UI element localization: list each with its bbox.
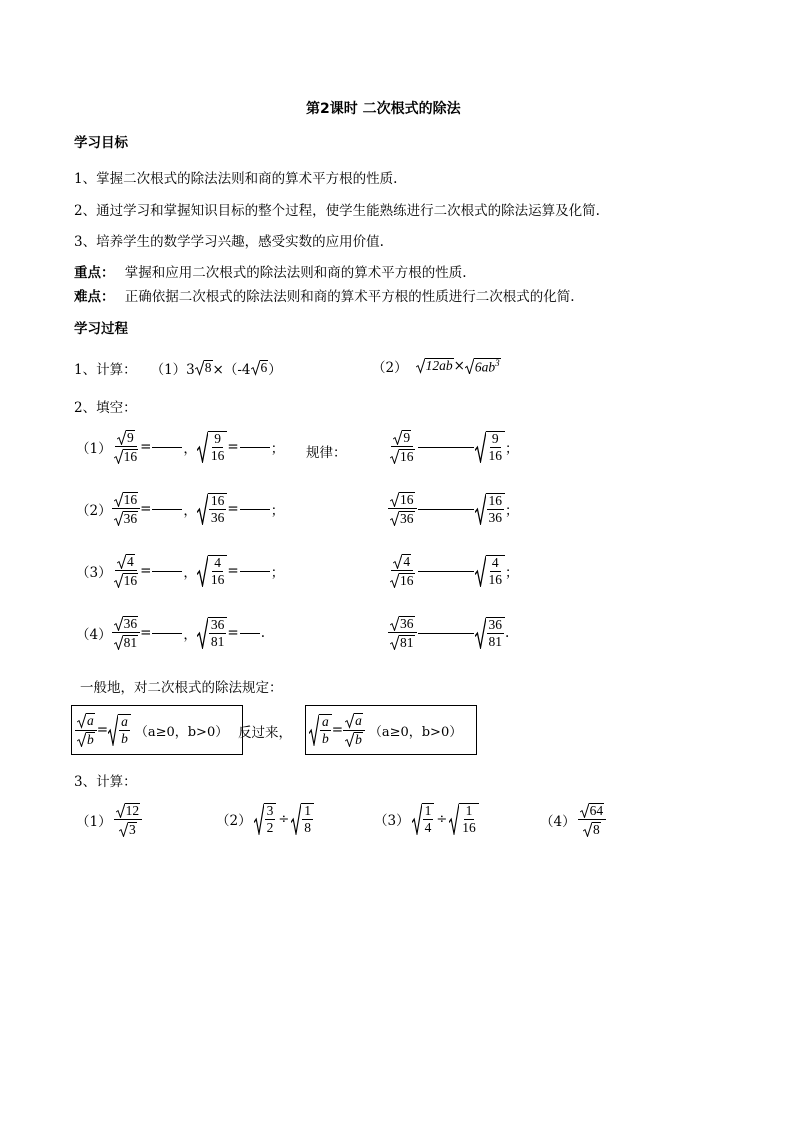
rule-condition: （a≥0，b>0） [134,724,229,740]
answer-line[interactable] [418,570,474,572]
comma: ， [183,626,197,643]
row-end: ； [505,440,519,457]
fraction-sqrt12-over-sqrt3: $\frac{12}{3}$ [114,803,143,837]
objective-2: 2、通过学习和掌握知识目标的整个过程，使学生能熟练进行二次根式的除法运算及化简. [74,203,600,219]
key-label: 重点： [74,265,115,281]
comma: ， [183,502,197,519]
row-end: ； [270,502,285,519]
sqrt-6: 6 [251,360,269,375]
row-end: ； [270,440,285,457]
divide-sign: ÷ [278,811,290,827]
q2-row-4 [76,616,265,650]
q2-pattern-row-2 [388,492,519,526]
sqrt-of-fraction: $\frac{16}{36}$ [475,493,506,525]
sqrt-3-over-2: $\frac{3}{2}$ [254,803,277,835]
fraction-sqrt-over-sqrt: $\frac{4}{16}$ [388,554,417,588]
q2-row-label: （1） [76,440,112,457]
rule-label: 规律： [306,445,347,461]
answer-blank[interactable] [152,570,182,572]
answer-blank[interactable] [240,446,270,448]
equals-sign: = [140,562,152,579]
sqrt-6ab3: $6ab^3$ [465,358,501,375]
q3-label: 3、计算： [74,774,137,790]
q2-row-label: （4） [76,626,112,643]
fraction-sqrt64-over-sqrt8: $\frac{64}{8}$ [578,803,607,837]
equals-sign: = [140,438,152,455]
comma: ， [183,564,197,581]
divide-sign: ÷ [436,811,448,827]
q3-part2-label: （2） [216,813,252,830]
fraction-sqrt-over-sqrt: $\frac{9}{16}$ [112,430,141,464]
difficulty-label: 难点： [74,289,115,305]
answer-blank[interactable] [240,570,270,572]
reverse-rule-box [305,705,477,755]
sqrt-a-over-b: $\frac{a}{b}$ [108,714,131,746]
sqrt-of-fraction: $\frac{9}{16}$ [475,431,506,463]
sqrt-8: 8 [195,360,213,375]
sqrt-of-fraction: $\frac{16}{36}$ [197,493,228,525]
equals-sign: = [227,562,239,579]
row-end: . [505,624,510,641]
row-end: ； [505,564,519,581]
q3-part4-label: （4） [540,813,576,830]
sqrt-of-fraction: $\frac{36}{81}$ [475,617,506,649]
fraction-sqrt-over-sqrt: $\frac{4}{16}$ [112,554,141,588]
fraction-sqrt-over-sqrt: $\frac{9}{16}$ [388,430,417,464]
sqrt-1-over-4: $\frac{1}{4}$ [412,803,435,835]
q1-label: 1、计算： [74,362,137,378]
fraction-sqrt-a-over-sqrt-b: $\frac{a}{b}$ [75,713,97,747]
answer-blank[interactable] [152,632,182,634]
sqrt-1-over-8: $\frac{1}{8}$ [291,803,314,835]
equals-sign: = [331,722,344,738]
q3-part-4 [540,803,606,837]
sqrt-of-fraction: $\frac{4}{16}$ [475,555,506,587]
answer-line[interactable] [418,632,474,634]
answer-blank[interactable] [152,508,182,510]
equals-sign: = [140,500,152,517]
process-heading: 学习过程 [74,321,128,337]
q2-pattern-row-3 [388,554,519,588]
sqrt-of-fraction: $\frac{4}{16}$ [197,555,228,587]
times-sign: × [453,358,465,374]
answer-line[interactable] [418,446,474,448]
sqrt-of-fraction: $\frac{9}{16}$ [197,431,228,463]
answer-blank[interactable] [240,632,260,634]
q3-part-1 [76,803,142,837]
fraction-sqrt-over-sqrt: $\frac{16}{36}$ [388,492,417,526]
q1-part2-label: （2） [372,360,408,376]
question-1 [74,358,282,378]
fraction-sqrt-over-sqrt: $\frac{16}{36}$ [112,492,141,526]
equals-sign: = [227,500,239,517]
difficulty-text: 正确依据二次根式的除法法则和商的算术平方根的性质进行二次根式的化简. [124,289,575,305]
q3-part-3 [374,803,479,835]
q2-row-2 [76,492,284,526]
q3-part-2 [216,803,314,835]
q2-pattern-row-1 [388,430,519,464]
reverse-label: 反过来， [238,725,292,741]
objective-1: 1、掌握二次根式的除法法则和商的算术平方根的性质. [74,171,398,187]
difficulty-point [74,285,575,305]
equals-sign: = [227,438,239,455]
fraction-sqrt-a-over-sqrt-b: $\frac{a}{b}$ [343,713,365,747]
objectives-heading: 学习目标 [74,135,128,151]
objective-3: 3、培养学生的数学学习兴趣，感受实数的应用价值. [74,234,384,250]
rule-intro: 一般地，对二次根式的除法规定： [80,680,283,696]
sqrt-1-over-16: $\frac{1}{16}$ [449,803,479,835]
q1-part1-end: ） [268,362,282,378]
row-end: . [260,624,266,641]
q1-part1-mid: ×（-4 [212,362,251,378]
row-end: ； [270,564,285,581]
sqrt-of-fraction: $\frac{36}{81}$ [197,617,228,649]
comma: ， [183,440,197,457]
question-1-part-2 [372,356,501,376]
rule-condition: （a≥0，b>0） [368,724,463,740]
fraction-sqrt-over-sqrt: $\frac{36}{81}$ [112,616,141,650]
q1-part1-label: （1）3 [150,362,195,378]
fraction-sqrt-over-sqrt: $\frac{36}{81}$ [388,616,417,650]
page-title: 第2课时 二次根式的除法 [306,101,461,117]
q2-row-3 [76,554,284,588]
sqrt-12ab: 12ab [416,358,454,373]
q2-row-1 [76,430,284,464]
division-rule-box [71,705,243,755]
q2-pattern-row-4 [388,616,509,650]
q2-row-label: （2） [76,502,112,519]
sqrt-a-over-b: $\frac{a}{b}$ [309,714,332,746]
q2-row-label: （3） [76,564,112,581]
q3-part1-label: （1） [76,813,112,830]
key-point [74,261,467,281]
q3-part3-label: （3） [374,813,410,830]
answer-blank[interactable] [240,508,270,510]
equals-sign: = [96,722,109,738]
answer-line[interactable] [418,508,474,510]
q2-label: 2、填空： [74,400,137,416]
answer-blank[interactable] [152,446,182,448]
equals-sign: = [227,624,239,641]
key-text: 掌握和应用二次根式的除法法则和商的算术平方根的性质. [124,265,467,281]
row-end: ； [505,502,519,519]
equals-sign: = [140,624,152,641]
